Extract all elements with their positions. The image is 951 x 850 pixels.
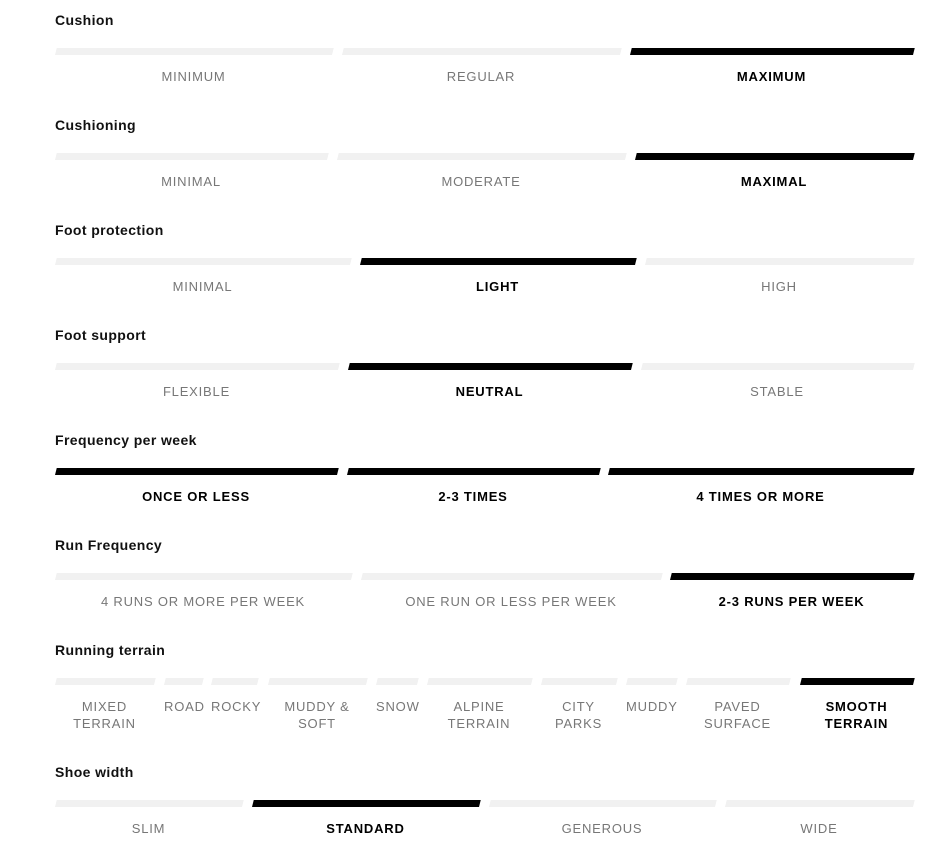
scale-label-stable: STABLE [750,384,804,399]
scale-label-4-times-or-more: 4 TIMES OR MORE [696,489,825,504]
section-title: Shoe width [55,764,134,780]
scale-label-muddy: MUDDY [626,699,678,714]
scale-segment-minimal [55,258,352,265]
scale-segment-road [164,678,204,685]
scale-segment-once-or-less [55,468,339,475]
scale-label-high: HIGH [761,279,797,294]
section-title: Running terrain [55,642,166,658]
section-title: Run Frequency [55,537,163,553]
scale-label-muddy-soft: MUDDY & SOFT [284,699,350,731]
scale-segment-alpine-terrain [427,678,533,685]
scale-label-maximum: MAXIMUM [736,69,807,84]
scale-segment-mixed-terrain [55,678,156,685]
scale-label-moderate: MODERATE [441,174,521,189]
scale-segment-one-run-or-less-per-week [361,573,663,580]
scale-label-2-3-runs-per-week: 2-3 RUNS PER WEEK [718,594,865,609]
attribute-section-frequency-per-week [55,432,913,512]
scale-segment-regular [342,48,622,55]
scale-label-rocky: ROCKY [211,699,262,714]
attribute-section-foot-protection [55,222,913,302]
scale-segment-2-3-times [347,468,601,475]
scale-segment-stable [641,363,915,370]
scale-segment-light [360,258,637,265]
scale-label-minimal: MINIMAL [172,279,233,294]
scale-label-generous: GENEROUS [561,821,643,836]
scale-label-2-3-times: 2-3 TIMES [438,489,508,504]
scale-label-smooth-terrain: SMOOTH TERRAIN [824,699,889,731]
section-title: Foot support [55,327,147,343]
scale-segment-standard [252,800,481,807]
scale-segment-snow [376,678,419,685]
scale-label-once-or-less: ONCE OR LESS [142,489,250,504]
scale-segment-maximal [635,153,915,160]
scale-segment-neutral [348,363,633,370]
scale-label-minimum: MINIMUM [161,69,226,84]
scale-segment-4-times-or-more [608,468,915,475]
scale-label-paved-surface: PAVED SURFACE [703,699,771,731]
scale-segment-maximum [630,48,915,55]
scale-label-4-runs-or-more-per-week: 4 RUNS OR MORE PER WEEK [100,594,306,609]
scale-label-slim: SLIM [131,821,166,836]
scale-label-light: LIGHT [476,279,519,294]
scale-segment-city-parks [541,678,618,685]
scale-label-road: ROAD [164,699,205,714]
scale-segment-4-runs-or-more-per-week [55,573,353,580]
attribute-section-cushion [55,12,913,92]
attribute-section-running-terrain [55,642,913,731]
section-title: Cushion [55,12,114,28]
scale-segment-minimum [55,48,334,55]
scale-label-alpine-terrain: ALPINE TERRAIN [447,699,511,731]
scale-segment-minimal [55,153,329,160]
scale-label-one-run-or-less-per-week: ONE RUN OR LESS PER WEEK [405,594,617,609]
section-title: Cushioning [55,117,136,133]
scale-segment-flexible [55,363,340,370]
section-title: Frequency per week [55,432,197,448]
attribute-section-foot-support [55,327,913,407]
scale-label-mixed-terrain: MIXED TERRAIN [73,699,136,731]
scale-label-snow: SNOW [376,699,420,714]
scale-segment-muddy [626,678,678,685]
scale-segment-paved-surface [686,678,791,685]
scale-segment-moderate [337,153,627,160]
attribute-section-run-frequency [55,537,913,617]
scale-segment-smooth-terrain [800,678,915,685]
attribute-section-cushioning [55,117,913,197]
scale-label-maximal: MAXIMAL [740,174,808,189]
scale-segment-generous [489,800,717,807]
scale-segment-high [645,258,915,265]
attribute-section-shoe-width [55,764,913,844]
scale-label-city-parks: CITY PARKS [554,699,603,731]
scale-segment-slim [55,800,244,807]
scale-label-neutral: NEUTRAL [455,384,524,399]
scale-segment-muddy-soft [268,678,368,685]
section-title: Foot protection [55,222,164,238]
scale-label-flexible: FLEXIBLE [162,384,231,399]
scale-label-wide: WIDE [800,821,838,836]
scale-label-minimal: MINIMAL [161,174,221,189]
scale-segment-wide [725,800,915,807]
scale-segment-rocky [211,678,259,685]
scale-label-standard: STANDARD [326,821,405,836]
scale-segment-2-3-runs-per-week [670,573,915,580]
scale-label-regular: REGULAR [446,69,516,84]
